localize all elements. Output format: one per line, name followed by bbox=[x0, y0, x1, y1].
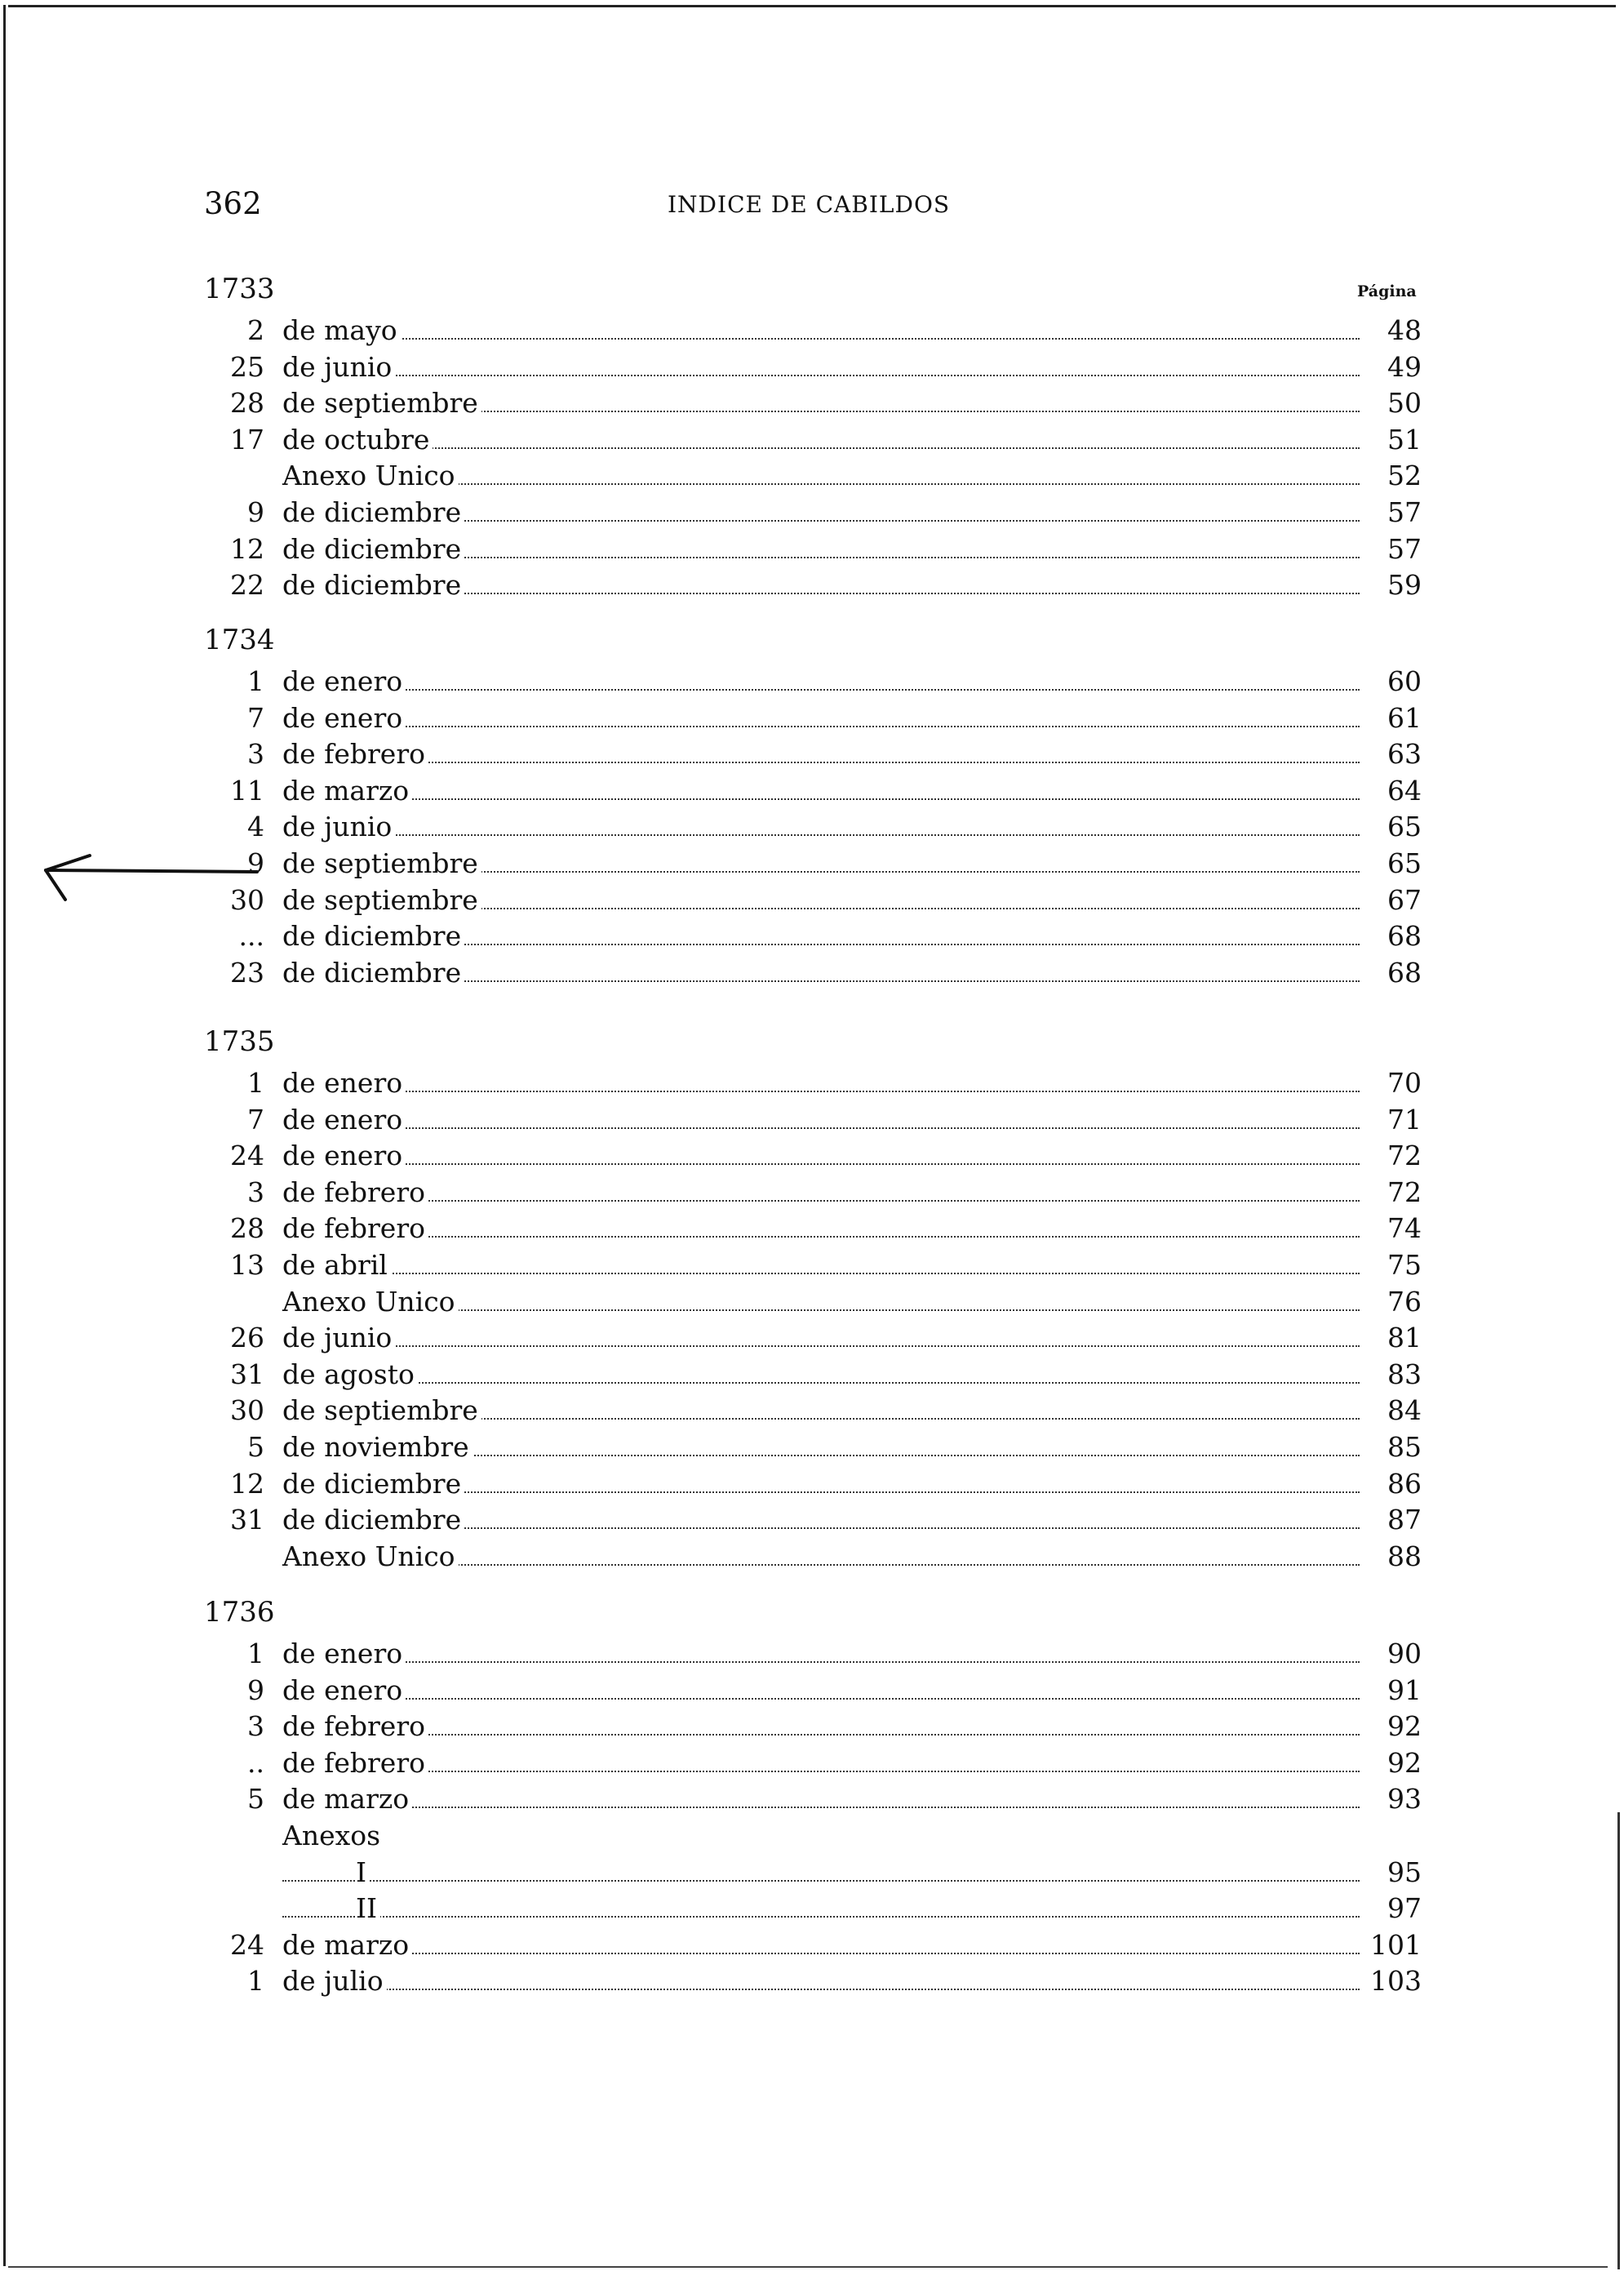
dot-leader bbox=[282, 1771, 1360, 1772]
dot-leader bbox=[282, 1880, 1360, 1882]
entry-day: 30 bbox=[230, 883, 264, 916]
dot-leader bbox=[282, 338, 1360, 340]
entry-page-number: 75 bbox=[1387, 1249, 1422, 1281]
index-entry bbox=[204, 845, 1422, 882]
entry-label: de febrero bbox=[282, 1174, 428, 1211]
entry-label: Anexo Unico bbox=[282, 1538, 459, 1575]
dot-leader bbox=[282, 1698, 1360, 1700]
entry-page-number: 52 bbox=[1387, 460, 1422, 492]
entry-label: de junio bbox=[282, 349, 395, 385]
entry-label: de junio bbox=[282, 808, 395, 845]
running-title: INDICE DE CABILDOS bbox=[668, 191, 951, 218]
entry-page-number: 87 bbox=[1387, 1504, 1422, 1536]
entry-day: 11 bbox=[230, 774, 264, 807]
entry-page-number: 65 bbox=[1387, 811, 1422, 843]
entry-label: de octubre bbox=[282, 421, 433, 458]
dot-leader bbox=[282, 726, 1360, 727]
index-entry bbox=[204, 1890, 1422, 1927]
entry-page-number: 67 bbox=[1387, 883, 1422, 916]
dot-leader bbox=[282, 1989, 1360, 1990]
entry-label: de diciembre bbox=[282, 918, 464, 954]
entry-label: de enero bbox=[282, 700, 406, 736]
index-entry bbox=[204, 954, 1422, 991]
entry-label: de marzo bbox=[282, 1927, 412, 1963]
entry-day: 3 bbox=[247, 1710, 264, 1743]
dot-leader bbox=[282, 1734, 1360, 1736]
entry-page-number: 68 bbox=[1387, 920, 1422, 953]
index-entry bbox=[204, 772, 1422, 809]
entry-day: .. bbox=[247, 1746, 264, 1779]
index-entry bbox=[204, 1501, 1422, 1538]
entry-label: de enero bbox=[282, 1137, 406, 1174]
index-entry bbox=[204, 312, 1422, 349]
entry-day: 24 bbox=[230, 1928, 264, 1961]
page-number: 362 bbox=[204, 186, 262, 221]
entry-label: de febrero bbox=[282, 1210, 428, 1247]
entry-day: 9 bbox=[247, 496, 264, 528]
entry-label: de marzo bbox=[282, 772, 412, 809]
entry-label: de diciembre bbox=[282, 1465, 464, 1502]
dot-leader bbox=[282, 834, 1360, 836]
dot-leader bbox=[282, 762, 1360, 763]
entry-day: 4 bbox=[247, 811, 264, 843]
dot-leader bbox=[282, 1916, 1360, 1918]
index-entry bbox=[204, 1708, 1422, 1744]
entry-label: de diciembre bbox=[282, 531, 464, 567]
entry-page-number: 72 bbox=[1387, 1176, 1422, 1208]
entry-label: de julio bbox=[282, 1962, 387, 1999]
index-entry bbox=[204, 882, 1422, 918]
entry-page-number: 81 bbox=[1387, 1322, 1422, 1354]
index-entry bbox=[204, 1744, 1422, 1781]
index-entry bbox=[204, 349, 1422, 385]
index-entry bbox=[204, 918, 1422, 954]
entry-label: de enero bbox=[282, 1101, 406, 1138]
entry-label: de enero bbox=[282, 1064, 406, 1101]
entry-day: 17 bbox=[230, 423, 264, 456]
entry-label: de agosto bbox=[282, 1356, 418, 1393]
index-entry bbox=[204, 421, 1422, 458]
index-entry bbox=[204, 457, 1422, 494]
entry-label: de septiembre bbox=[282, 845, 481, 882]
index-entry bbox=[204, 663, 1422, 700]
page-header bbox=[204, 186, 1422, 227]
entry-label: II bbox=[356, 1890, 380, 1927]
entry-label: de diciembre bbox=[282, 1501, 464, 1538]
entry-day: 26 bbox=[230, 1322, 264, 1354]
dot-leader bbox=[282, 1661, 1360, 1663]
index-entry bbox=[204, 567, 1422, 603]
entry-page-number: 93 bbox=[1387, 1783, 1422, 1816]
entry-page-number: 63 bbox=[1387, 738, 1422, 771]
entry-page-number: 88 bbox=[1387, 1540, 1422, 1572]
entry-day: 23 bbox=[230, 956, 264, 989]
entry-page-number: 48 bbox=[1387, 314, 1422, 346]
index-entry bbox=[204, 1137, 1422, 1174]
entry-label: de febrero bbox=[282, 736, 428, 772]
dot-leader bbox=[282, 1953, 1360, 1954]
entry-page-number: 95 bbox=[1387, 1856, 1422, 1888]
index-entry bbox=[204, 1635, 1422, 1672]
index-entry bbox=[204, 1465, 1422, 1502]
entry-page-number: 71 bbox=[1387, 1103, 1422, 1136]
index-entry bbox=[204, 1780, 1422, 1817]
entry-label: de diciembre bbox=[282, 954, 464, 991]
entry-day: 5 bbox=[247, 1431, 264, 1463]
dot-leader bbox=[282, 1273, 1360, 1274]
entry-day: 3 bbox=[247, 1176, 264, 1208]
entry-label: de septiembre bbox=[282, 882, 481, 918]
entry-page-number: 50 bbox=[1387, 387, 1422, 420]
entry-label: I bbox=[356, 1854, 370, 1891]
entry-page-number: 103 bbox=[1370, 1965, 1422, 1998]
entry-page-number: 101 bbox=[1370, 1928, 1422, 1961]
entry-page-number: 91 bbox=[1387, 1673, 1422, 1706]
entry-day: 31 bbox=[230, 1358, 264, 1390]
entry-day: 1 bbox=[247, 1638, 264, 1669]
entry-label: de febrero bbox=[282, 1708, 428, 1744]
entry-day: 24 bbox=[230, 1140, 264, 1172]
dot-leader bbox=[282, 798, 1360, 800]
index-entry bbox=[204, 494, 1422, 531]
entry-day: 5 bbox=[247, 1783, 264, 1816]
entry-label: de noviembre bbox=[282, 1429, 473, 1465]
entry-day: 3 bbox=[247, 738, 264, 771]
entry-day: 1 bbox=[247, 1067, 264, 1099]
entry-page-number: 92 bbox=[1387, 1746, 1422, 1779]
entry-label: de enero bbox=[282, 1672, 406, 1709]
index-entry bbox=[204, 1247, 1422, 1283]
entry-day: 13 bbox=[230, 1249, 264, 1281]
index-entry bbox=[204, 1538, 1422, 1575]
entry-day: 7 bbox=[247, 1103, 264, 1136]
entry-page-number: 65 bbox=[1387, 847, 1422, 879]
entry-page-number: 76 bbox=[1387, 1285, 1422, 1318]
page-border-left bbox=[3, 5, 6, 2266]
year-heading: 1736 bbox=[204, 1596, 275, 1629]
index-entry bbox=[204, 1392, 1422, 1429]
entry-page-number: 57 bbox=[1387, 496, 1422, 528]
entry-day: 22 bbox=[230, 569, 264, 602]
dot-leader bbox=[282, 1127, 1360, 1129]
entry-page-number: 51 bbox=[1387, 423, 1422, 456]
index-entry bbox=[204, 1319, 1422, 1356]
year-heading: 1734 bbox=[204, 624, 275, 656]
page-border-top bbox=[8, 5, 1616, 7]
index-entry bbox=[204, 1101, 1422, 1138]
dot-leader bbox=[282, 375, 1360, 376]
entry-page-number: 74 bbox=[1387, 1212, 1422, 1245]
entry-label: de diciembre bbox=[282, 494, 464, 531]
entry-day: 1 bbox=[247, 1965, 264, 1998]
page-border-right bbox=[1617, 1812, 1620, 2269]
dot-leader bbox=[282, 1382, 1360, 1384]
index-entry bbox=[204, 1210, 1422, 1247]
index-entry bbox=[204, 736, 1422, 772]
entry-day: 12 bbox=[230, 532, 264, 565]
entry-label: de abril bbox=[282, 1247, 391, 1283]
year-heading: 1735 bbox=[204, 1025, 275, 1058]
entry-day: 12 bbox=[230, 1467, 264, 1500]
entry-page-number: 57 bbox=[1387, 532, 1422, 565]
index-entry bbox=[204, 1962, 1422, 1999]
dot-leader bbox=[282, 1345, 1360, 1347]
dot-leader bbox=[282, 1200, 1360, 1202]
entry-label: Anexo Unico bbox=[282, 457, 459, 494]
entry-page-number: 70 bbox=[1387, 1067, 1422, 1099]
entry-label: de septiembre bbox=[282, 1392, 481, 1429]
entry-day: ... bbox=[238, 920, 264, 953]
dot-leader bbox=[282, 689, 1360, 691]
page-border-bottom bbox=[8, 2266, 1608, 2268]
entry-day: 25 bbox=[230, 350, 264, 383]
entry-page-number: 86 bbox=[1387, 1467, 1422, 1500]
year-heading: 1733 bbox=[204, 273, 275, 305]
entry-day: 28 bbox=[230, 1212, 264, 1245]
dot-leader bbox=[282, 1236, 1360, 1238]
entry-page-number: 84 bbox=[1387, 1394, 1422, 1427]
entry-page-number: 83 bbox=[1387, 1358, 1422, 1390]
entry-label: de diciembre bbox=[282, 567, 464, 603]
index-entry bbox=[204, 1283, 1422, 1320]
index-entry bbox=[204, 1927, 1422, 1963]
annex-subheading: Anexos bbox=[282, 1820, 381, 1851]
entry-day: 9 bbox=[247, 1673, 264, 1706]
entry-page-number: 92 bbox=[1387, 1710, 1422, 1743]
entry-page-number: 85 bbox=[1387, 1431, 1422, 1463]
entry-label: de enero bbox=[282, 1635, 406, 1672]
entry-label: de mayo bbox=[282, 312, 401, 349]
entry-day: 28 bbox=[230, 387, 264, 420]
entry-day: 31 bbox=[230, 1504, 264, 1536]
dot-leader bbox=[282, 1807, 1360, 1808]
entry-page-number: 64 bbox=[1387, 774, 1422, 807]
dot-leader bbox=[282, 1091, 1360, 1092]
entry-day: 30 bbox=[230, 1394, 264, 1427]
dot-leader bbox=[282, 447, 1360, 449]
index-entry bbox=[204, 384, 1422, 421]
entry-page-number: 97 bbox=[1387, 1892, 1422, 1925]
index-entry bbox=[204, 1429, 1422, 1465]
index-entry bbox=[204, 700, 1422, 736]
entry-label: de febrero bbox=[282, 1744, 428, 1781]
index-entry bbox=[204, 531, 1422, 567]
index-entry bbox=[204, 808, 1422, 845]
entry-day: 2 bbox=[247, 314, 264, 346]
entry-label: de junio bbox=[282, 1319, 395, 1356]
entry-page-number: 90 bbox=[1387, 1638, 1422, 1669]
entry-day: 7 bbox=[247, 701, 264, 734]
entry-page-number: 68 bbox=[1387, 956, 1422, 989]
entry-label: Anexo Unico bbox=[282, 1283, 459, 1320]
index-entry bbox=[204, 1064, 1422, 1101]
index-entry bbox=[204, 1356, 1422, 1393]
entry-page-number: 59 bbox=[1387, 569, 1422, 602]
index-entry bbox=[204, 1854, 1422, 1891]
entry-page-number: 60 bbox=[1387, 665, 1422, 697]
entry-page-number: 61 bbox=[1387, 701, 1422, 734]
index-entry bbox=[204, 1672, 1422, 1709]
entry-day: 9 bbox=[247, 847, 264, 879]
entry-label: de septiembre bbox=[282, 384, 481, 421]
entry-page-number: 49 bbox=[1387, 350, 1422, 383]
index-entry bbox=[204, 1174, 1422, 1211]
page-column-label: Página bbox=[1357, 282, 1417, 300]
dot-leader bbox=[282, 1163, 1360, 1165]
entry-page-number: 72 bbox=[1387, 1140, 1422, 1172]
entry-label: de marzo bbox=[282, 1780, 412, 1817]
entry-day: 1 bbox=[247, 665, 264, 697]
entry-label: de enero bbox=[282, 663, 406, 700]
